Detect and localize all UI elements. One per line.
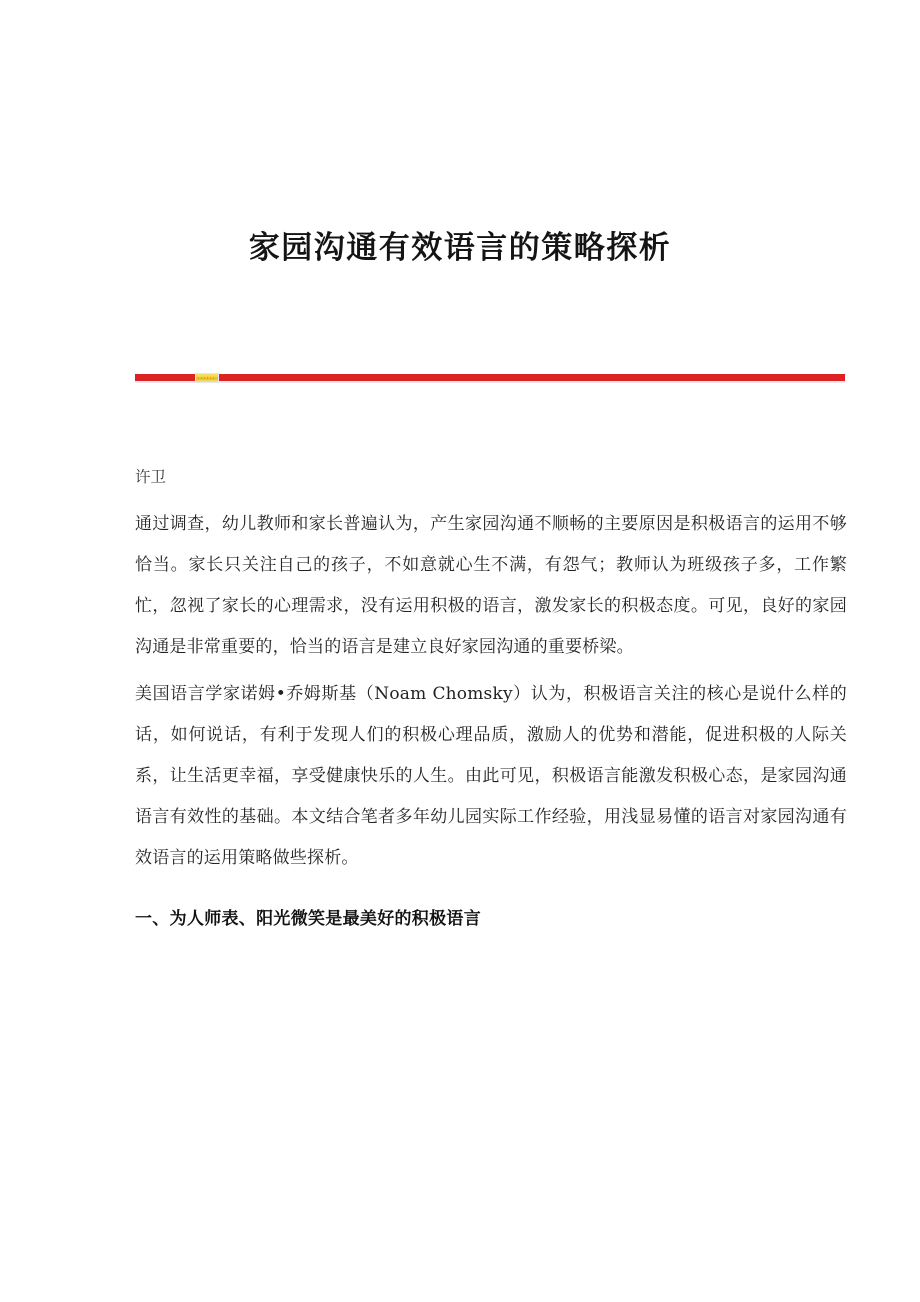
section-heading: 一、为人师表、阳光微笑是最美好的积极语言 (135, 909, 481, 929)
author-name: 许卫 (135, 468, 167, 486)
gold-diamond-ornament-icon (195, 373, 219, 383)
body-paragraph: 通过调查，幼儿教师和家长普遍认为，产生家园沟通不顺畅的主要原因是积极语言的运用不够恰当。家长只关注自己的孩子，不如意就心生不满，有怨气；教师认为班级孩子多，工作繁忙，忽视了家长的心理需求，没有运用积极的语言，激发家长的积极态度。可见，良好的家园沟通是非常重要的，恰当的语言是建立良好家园沟通的重要桥梁。 (135, 514, 847, 657)
divider-shadow-line (135, 381, 845, 383)
page-title: 家园沟通有效语言的策略探析 (248, 229, 672, 266)
decorative-divider (135, 374, 845, 386)
divider-red-bar (135, 374, 845, 381)
body-paragraph: 美国语言学家诺姆•乔姆斯基（Noam Chomsky）认为，积极语言关注的核心是说什么样的话，如何说话，有利于发现人们的积极心理品质，激励人的优势和潜能，促进积极的人际关系，让生活更幸福，享受健康快乐的人生。由此可见，积极语言能激发积极心态，是家园沟通语言有效性的基础。本文结合笔者多年幼儿园实际工作经验，用浅显易懂的语言对家园沟通有效语言的运用策略做些探析。 (135, 684, 847, 868)
document-body (135, 466, 847, 937)
